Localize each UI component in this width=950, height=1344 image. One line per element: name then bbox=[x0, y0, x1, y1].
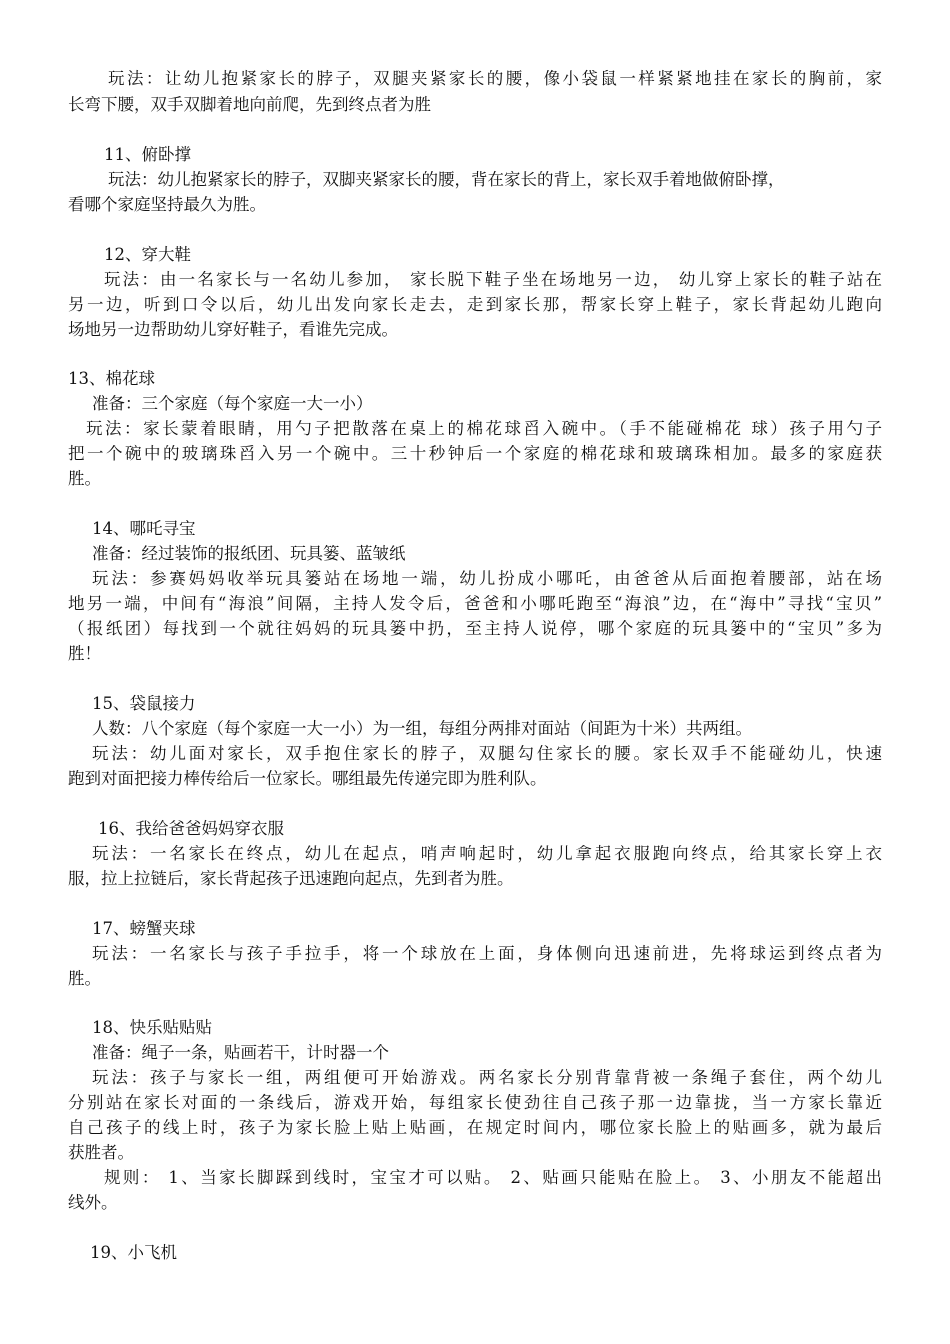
paragraph-line: 场地另一边帮助幼儿穿好鞋子，看谁先完成。 bbox=[68, 320, 398, 339]
paragraph-line: 玩法：一名家长与孩子手拉手，将一个球放在上面，身体侧向迅速前进，先将球运到终点者为 bbox=[92, 944, 882, 963]
section-heading: 11、俯卧撑 bbox=[104, 145, 191, 164]
paragraph-line: 分别站在家长对面的一条线后，游戏开始，每组家长使劲往自己孩子那一边靠拢，当一方家长靠近 bbox=[68, 1093, 882, 1112]
paragraph-line: 玩法：由一名家长与一名幼儿参加， 家长脱下鞋子坐在场地另一边， 幼儿穿上家长的鞋子站在 bbox=[104, 270, 882, 289]
paragraph-line: 看哪个家庭坚持最久为胜。 bbox=[68, 195, 266, 214]
section-heading: 19、小飞机 bbox=[90, 1243, 177, 1262]
paragraph-line: 胜！ bbox=[68, 644, 101, 663]
paragraph-line: 人数：八个家庭（每个家庭一大一小）为一组，每组分两排对面站（间距为十米）共两组。 bbox=[92, 719, 752, 738]
paragraph-line: 地另一端，中间有“海浪”间隔，主持人发令后，爸爸和小哪吒跑至“海浪”边，在“海中”寻找“宝贝” bbox=[68, 594, 882, 613]
section-heading: 15、袋鼠接力 bbox=[92, 694, 196, 713]
paragraph-line: 长弯下腰，双手双脚着地向前爬，先到终点者为胜 bbox=[68, 95, 431, 114]
paragraph-line: 把一个碗中的玻璃珠舀入另一个碗中。三十秒钟后一个家庭的棉花球和玻璃珠相加。最多的家庭获 bbox=[68, 444, 882, 463]
paragraph-line: 玩法：孩子与家长一组，两组便可开始游戏。两名家长分别背靠背被一条绳子套住，两个幼儿 bbox=[92, 1068, 882, 1087]
paragraph-line: 准备：绳子一条，贴画若干，计时器一个 bbox=[92, 1043, 389, 1062]
paragraph-line: 准备：三个家庭（每个家庭一大一小） bbox=[92, 394, 373, 413]
section-heading: 14、哪吒寻宝 bbox=[92, 519, 196, 538]
paragraph-line: 玩法：家长蒙着眼睛，用勺子把散落在桌上的棉花球舀入碗中。（手不能碰棉花 球）孩子用勺子 bbox=[86, 419, 882, 438]
paragraph-line: 玩法：幼儿抱紧家长的脖子，双脚夹紧家长的腰，背在家长的背上，家长双手着地做俯卧撑， bbox=[108, 170, 785, 189]
paragraph-line: 服，拉上拉链后，家长背起孩子迅速跑向起点，先到者为胜。 bbox=[68, 869, 514, 888]
paragraph-line: 线外。 bbox=[68, 1193, 118, 1212]
paragraph-line: 玩法：幼儿面对家长，双手抱住家长的脖子，双腿勾住家长的腰。家长双手不能碰幼儿，快速 bbox=[92, 744, 882, 763]
section-heading: 16、我给爸爸妈妈穿衣服 bbox=[98, 819, 284, 838]
paragraph-line: （报纸团）每找到一个就往妈妈的玩具篓中扔，至主持人说停，哪个家庭的玩具篓中的“宝贝”多为 bbox=[68, 619, 882, 638]
paragraph-line: 自己孩子的线上时，孩子为家长脸上贴上贴画，在规定时间内，哪位家长脸上的贴画多，就为最后 bbox=[68, 1118, 882, 1137]
paragraph-line: 获胜者。 bbox=[68, 1143, 134, 1162]
paragraph-line: 玩法：一名家长在终点，幼儿在起点，哨声响起时，幼儿拿起衣服跑向终点，给其家长穿上衣 bbox=[92, 844, 882, 863]
paragraph-line: 胜。 bbox=[68, 469, 101, 488]
section-heading: 12、穿大鞋 bbox=[104, 245, 191, 264]
paragraph-line: 另一边，听到口令以后，幼儿出发向家长走去，走到家长那，帮家长穿上鞋子，家长背起幼儿跑向 bbox=[68, 295, 882, 314]
paragraph-line: 跑到对面把接力棒传给后一位家长。哪组最先传递完即为胜利队。 bbox=[68, 769, 547, 788]
paragraph-line: 玩法：让幼儿抱紧家长的脖子，双腿夹紧家长的腰，像小袋鼠一样紧紧地挂在家长的胸前，家 bbox=[108, 69, 882, 88]
paragraph-line: 准备：经过装饰的报纸团、玩具篓、蓝皱纸 bbox=[92, 544, 406, 563]
paragraph-line: 胜。 bbox=[68, 969, 101, 988]
paragraph-line: 玩法：参赛妈妈收举玩具篓站在场地一端，幼儿扮成小哪吒，由爸爸从后面抱着腰部，站在场 bbox=[92, 569, 882, 588]
section-heading: 18、快乐贴贴贴 bbox=[92, 1018, 212, 1037]
section-heading: 17、螃蟹夹球 bbox=[92, 919, 196, 938]
paragraph-line: 规则： 1、当家长脚踩到线时，宝宝才可以贴。 2、贴画只能贴在脸上。 3、小朋友不能超出 bbox=[104, 1168, 882, 1187]
section-heading: 13、棉花球 bbox=[68, 369, 155, 388]
